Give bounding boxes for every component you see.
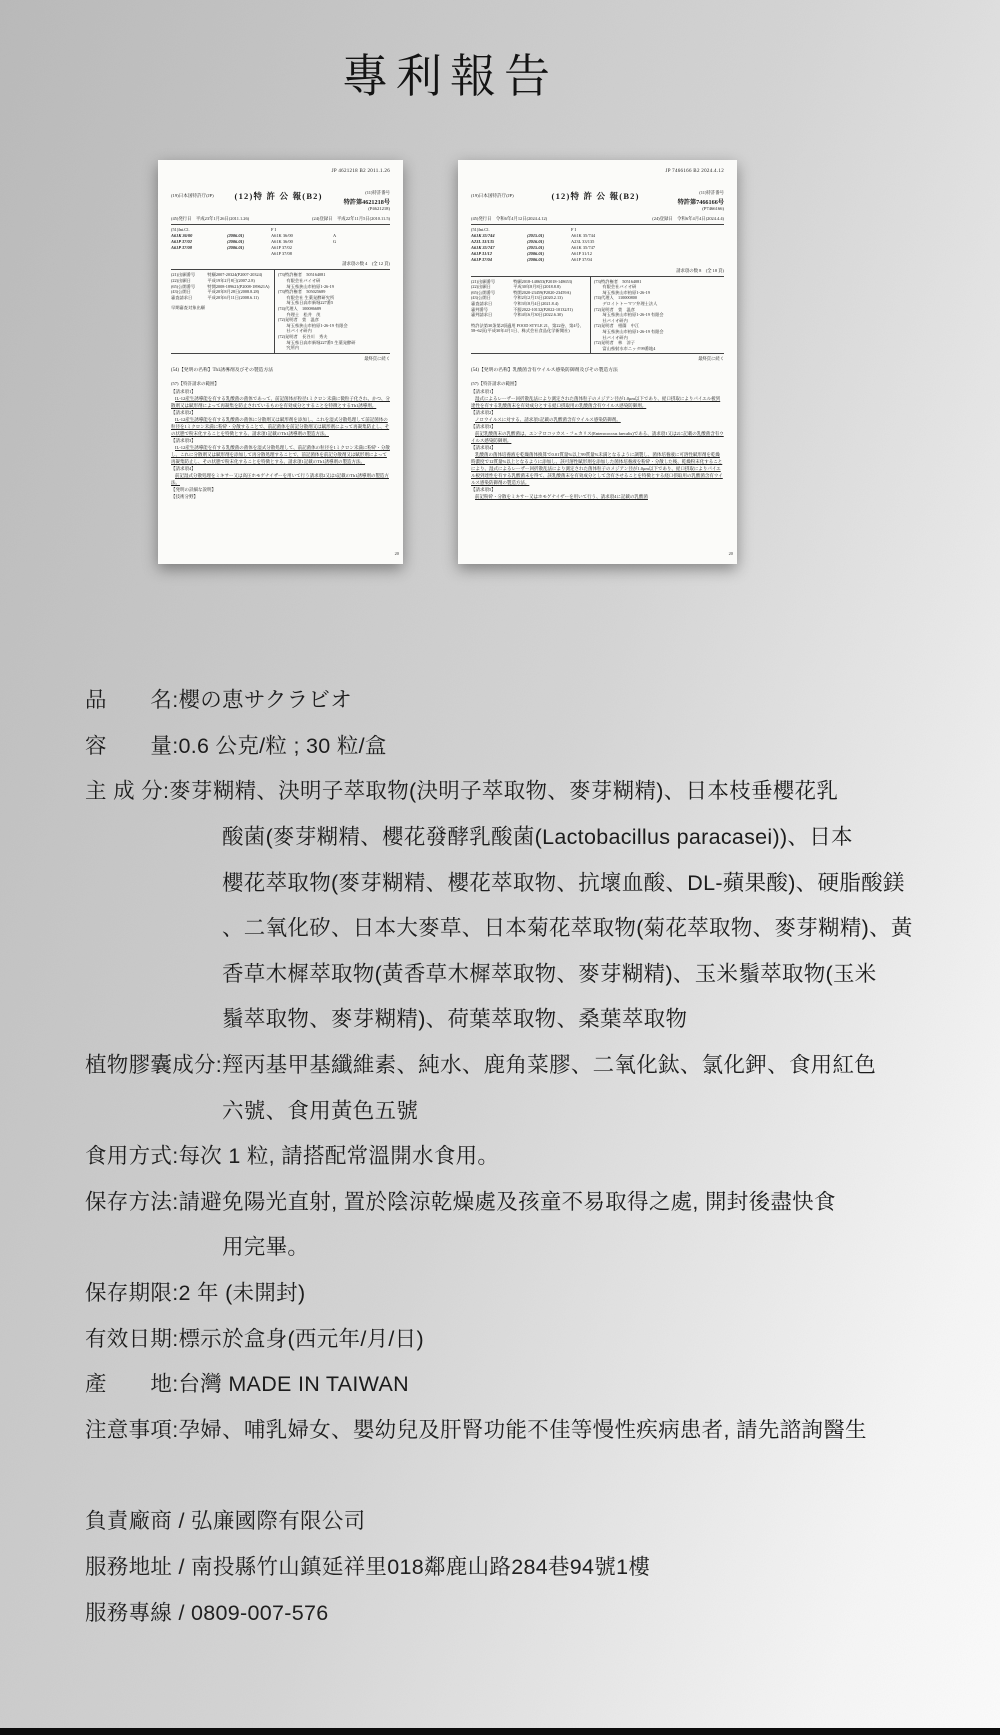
field-label: (65)公開番号 xyxy=(171,283,196,289)
fi-class: A61P 31/12 xyxy=(571,251,592,257)
field-value: 特願2007-20324(P2007-20324) xyxy=(207,272,263,278)
intcl-class: A61P 37/08 xyxy=(171,245,192,251)
patent-document-left xyxy=(158,160,403,564)
patent-number-block xyxy=(678,190,724,211)
intcl-class: A61P 37/04 xyxy=(471,257,492,263)
field-line: 埼玉県狭山市柏原1-26-19 xyxy=(277,283,334,289)
field-line: (72)発明者 長谷川 秀夫 xyxy=(277,334,328,339)
field-value: 令和2年2月13日(2020.2.13) xyxy=(513,295,563,301)
fi-sub: A xyxy=(333,233,337,239)
intcl-class: A61K 35/744 xyxy=(471,233,495,239)
intcl-year: (2006.01) xyxy=(227,233,245,239)
field-value: 平成30年8月8日(2018.8.8) xyxy=(513,284,561,290)
info-line: 香草木樨萃取物(黃香草木樨萃取物、麥芽糊精)、玉米鬚萃取物(玉米 xyxy=(222,961,877,986)
fi-label: F I xyxy=(271,227,277,232)
fi-label: F I xyxy=(571,227,577,232)
claims-count-note: 請求項の数 4 (全 12 頁) xyxy=(342,261,390,267)
claim-tag: 【請求項5】 xyxy=(471,487,496,493)
claim-body: 前記乳酸菌末の乳酸菌は、エンテロコッカス・フェカリス(Enterococcus faecalis)である、請求項1又は2に記載の乳酸菌含有ウイルス感染防御剤。 xyxy=(471,431,724,444)
claims-section xyxy=(471,380,724,500)
registration-date: (24)登録日 平成22年11月5日(2010.11.5) xyxy=(312,216,390,221)
info-line: 有效日期:標示於盒身(西元年/月/日) xyxy=(85,1326,424,1351)
intcl-row xyxy=(471,257,724,263)
patent-number: 特許第7466166号 xyxy=(677,199,724,206)
intcl-class: A61P 37/02 xyxy=(171,239,192,245)
field-row xyxy=(471,312,588,318)
claim-tag: 【請求項1】 xyxy=(471,389,496,395)
field-label: (43)公開日 xyxy=(171,289,191,295)
intcl-year: (2006.01) xyxy=(227,239,245,245)
field-label: (21)出願番号 xyxy=(471,278,496,284)
fi-class: A61P 37/02 xyxy=(271,245,292,251)
info-line: 植物膠囊成分:羥丙基甲基纖維素、純水、鹿角菜膠、二氧化鈦、氯化鉀、食用紅色 xyxy=(85,1053,877,1078)
field-line: デロイトトーマツ弁理士法人 xyxy=(593,300,658,306)
footer-line: 服務專線 / 0809-007-576 xyxy=(85,1600,329,1625)
intcl-class: A23L 33/135 xyxy=(471,239,495,245)
gazette-number-line: JP 7466166 B2 2024.4.12 xyxy=(665,169,724,174)
patent-number: 特許第4621218号 xyxy=(343,199,390,206)
section-heading: 【発明の詳細な説明】 xyxy=(171,486,216,492)
section-heading: 【技術分野】 xyxy=(171,493,198,499)
intcl-class xyxy=(171,251,227,257)
field-label: (22)出願日 xyxy=(171,278,191,284)
field-line: 埼玉県日高市新堀227番5 xyxy=(277,300,334,306)
field-note: 特許法第30条第2項適用 FOOD STYLE 21、第22巻、第4号、58~62頁(平成30年4月1日、株式会社食品化学新聞社) xyxy=(471,322,584,334)
field-line: 有限会社バイオ研 xyxy=(277,278,321,284)
bottom-bar xyxy=(0,1728,1000,1735)
field-label: 審判番号 xyxy=(471,306,489,312)
field-label: (21)出願番号 xyxy=(171,272,196,278)
field-value: 平成20年8月28日(2008.8.28) xyxy=(207,289,260,295)
company-info xyxy=(85,1496,925,1634)
patent-number-sub: (P7466166) xyxy=(702,206,724,211)
dates-row xyxy=(171,213,390,225)
claims-count-note: 請求項の数 8 (全 18 頁) xyxy=(676,267,724,273)
field-line: (72)発明者 林 涼子 xyxy=(593,340,635,346)
intcl-class: A61K 36/00 xyxy=(171,233,193,239)
info-line: 食用方式:每次 1 粒, 請搭配常溫開水食用。 xyxy=(85,1144,500,1169)
claim-body: IL-12産生誘導能を有する乳酸菌の菌体であって、前記菌体が粒径1ミクロン未満に微粒子化され、かつ、分散剤又は賦形剤によって再凝集を防止されているものを有効成分とすることを特徴とするTh1誘導剤。 xyxy=(171,395,390,408)
dates-row xyxy=(471,213,724,225)
field-line: (73)特許権者 505025689 xyxy=(277,289,326,295)
patent-number-sub: (P4621218) xyxy=(368,206,390,211)
fi-sub xyxy=(633,257,649,263)
patent-number-block xyxy=(344,190,390,211)
claim-body: 乳酸菌の菌体培養液を乾燥菌体換算で0.01質量%以上99質量%未満となるように調製し、菌体培養液に可溶性賦形剤を乾燥時濃度で12質量%以上となるように添加し、該可溶性賦形剤を添加した菌体培養液を粉砕・分散した後、乾燥粉末化することにより、湿式によるレーザー回折散乱法により測定された菌体粒子のメジアン径が1.0μm以下であり、経口摂取によりパイエル板到達性を有する乳酸菌末を得て、該乳酸菌末を有効成分として含有させることを特徴とする経口摂取用の乳酸菌含有ウイルス感染防御剤の製造方法。 xyxy=(471,452,723,486)
info-line: 容 量:0.6 公克/粒 ; 30 粒/盒 xyxy=(85,733,387,758)
field-line: (73)特許権者 505164081 xyxy=(593,278,642,284)
intcl-year: (2015.01) xyxy=(527,245,545,251)
product-info xyxy=(85,676,925,1451)
claim-tag: 【請求項2】 xyxy=(471,410,496,416)
issue-date: (45)発行日 平成23年1月26日(2011.1.26) xyxy=(171,216,250,221)
field-line: (74)代理人 100086689 xyxy=(277,306,322,312)
field-line: 埼玉県狭山市柏原1-26-19 有限会 xyxy=(593,312,664,318)
field-line: (72)発明者 相薗 中江 xyxy=(593,323,640,329)
registration-date: (24)登録日 令和6年4月4日(2024.4.4) xyxy=(652,216,724,221)
fi-class: A61K 36/00 xyxy=(271,233,293,239)
field-line: 富山県射水市ニッタ99番地4 xyxy=(593,345,656,351)
field-value: 令和4年6月30日(2022.6.30) xyxy=(513,312,563,318)
fields-left-column xyxy=(471,277,590,354)
fi-class: A23L 33/135 xyxy=(571,239,595,245)
intcl-block xyxy=(171,225,390,257)
fi-sub: G xyxy=(333,239,337,245)
field-line: 社バイオ研内 xyxy=(593,334,628,340)
bibliographic-fields xyxy=(171,269,390,353)
page-number: 20 xyxy=(394,551,399,556)
claim-tag: 【請求項2】 xyxy=(171,409,196,415)
fi-class: A61K 35/747 xyxy=(571,245,596,251)
info-line: 產 地:台灣 MADE IN TAIWAN xyxy=(85,1372,409,1397)
patent-number-label: (11)特許番号 xyxy=(699,190,724,195)
fi-class: A61K 36/00 xyxy=(271,239,293,245)
gazette-title: (12)特 許 公 報(B2) xyxy=(551,191,640,201)
intcl-year xyxy=(227,251,271,257)
continued-note: 最終頁に続く xyxy=(364,355,390,361)
field-value: 特開2008-189621(P2008-189621A) xyxy=(207,283,270,289)
claim-body: 前記湿式分散処理をミキサー又は高圧ホモゲナイザーを用いて行う請求項2又は3記載のTh1誘導剤の製造方法。 xyxy=(171,472,389,485)
intcl-year: (2006.01) xyxy=(227,245,245,251)
info-line: 櫻花萃取物(麥芽糊精、櫻花萃取物、抗壞血酸、DL-蘋果酸)、硬脂酸鎂 xyxy=(222,870,905,895)
patent-document-right xyxy=(458,160,737,564)
claims-section xyxy=(171,380,390,500)
gazette-title: (12)特 許 公 報(B2) xyxy=(234,191,323,201)
field-label: 審判請求日 xyxy=(471,312,493,318)
gazette-header xyxy=(471,190,724,211)
field-value: 不服2022-10132(P2022-10132/J1) xyxy=(513,306,573,312)
field-line: 有限会社バイオ研 xyxy=(593,284,637,290)
footer-line: 服務地址 / 南投縣竹山鎮延祥里018鄰鹿山路284巷94號1樓 xyxy=(85,1554,651,1579)
field-line: (72)発明者 萱 温彦 xyxy=(277,317,320,323)
intcl-label: (51)Int.Cl. xyxy=(171,227,190,232)
invention-title: (54)【発明の名称】乳酸菌含有ウイルス感染防御剤及びその製造方法 xyxy=(471,368,618,374)
claim-tag: 【請求項3】 xyxy=(471,424,496,430)
intcl-class: A61P 31/12 xyxy=(471,251,492,257)
fields-right-column xyxy=(274,270,390,352)
field-value: 平成19年2月8日(2007.2.8) xyxy=(207,278,255,284)
intcl-block xyxy=(471,225,724,264)
field-line: 社バイオ研内 xyxy=(593,317,628,323)
info-line: 注意事項:孕婦、哺乳婦女、嬰幼兒及肝腎功能不佳等慢性疾病患者, 請先諮詢醫生 xyxy=(85,1417,867,1442)
intcl-year: (2016.01) xyxy=(527,239,545,245)
patent-office: (19)日本国特許庁(JP) xyxy=(471,193,514,198)
info-line: 品 名:櫻の恵サクラビオ xyxy=(85,688,353,713)
field-line: (73)特許権者 505164081 xyxy=(277,272,326,278)
field-label: (65)公開番号 xyxy=(471,289,496,295)
intcl-year: (2006.01) xyxy=(527,251,545,257)
field-value: 特開2020-23459(P2020-23459A) xyxy=(513,289,571,295)
fields-left-column xyxy=(171,270,274,352)
field-note: 早期審査対象出願 xyxy=(171,305,206,311)
info-line: 保存期限:2 年 (未開封) xyxy=(85,1281,306,1306)
field-label: 審査請求日 xyxy=(471,300,493,306)
fi-class: A61P 37/08 xyxy=(271,251,292,257)
intcl-label: (51)Int.Cl. xyxy=(471,227,490,232)
claims-header: (57)【特許請求の範囲】 xyxy=(471,381,519,387)
claim-tag: 【請求項4】 xyxy=(171,465,196,471)
field-line: (74)代理人 110000800 xyxy=(593,295,637,301)
patent-office: (19)日本国特許庁(JP) xyxy=(171,193,214,198)
fi-class: A61K 35/744 xyxy=(571,233,596,239)
info-line: 鬚萃取物、麥芽糊精)、荷葉萃取物、桑葉萃取物 xyxy=(222,1007,688,1032)
field-value: 令和3年8月4日(2021.8.4) xyxy=(513,300,559,306)
field-line: 社バイオ研内 xyxy=(277,328,312,334)
intcl-class: A61K 35/747 xyxy=(471,245,495,251)
field-label: (22)出願日 xyxy=(471,284,491,290)
info-line: 酸菌(麥芽糊精、櫻花發酵乳酸菌(Lactobacillus paracasei))、日本 xyxy=(222,825,853,850)
intcl-row xyxy=(171,251,390,257)
continued-note: 最終頁に続く xyxy=(698,356,724,362)
claim-tag: 【請求項3】 xyxy=(171,437,196,443)
field-label: 審査請求日 xyxy=(171,294,193,300)
info-line: 、二氧化矽、日本大麥草、日本菊花萃取物(菊花萃取物、麥芽糊精)、黃 xyxy=(222,916,913,941)
field-line: 埼玉県狭山市柏原1-26-19 有限会 xyxy=(277,322,348,328)
field-line: 埼玉県日高市新堀227番5 生薬発酵研 xyxy=(277,339,356,345)
claim-body: 前記粉砕・分散をミキサー又はホモゲナイザーを用いて行う、請求項4に記載の乳酸菌 xyxy=(475,494,648,500)
intcl-year: (2015.01) xyxy=(527,233,545,239)
page-title: 專利報告 xyxy=(342,50,558,102)
field-line: 究所内 xyxy=(277,345,300,351)
info-line: 用完畢。 xyxy=(222,1235,310,1260)
claim-body: IL-12産生誘導能を有する乳酸菌の菌体を湿式分散処理して、前記菌体の粒径を1ミクロン未満に粉砕・分散し、これに分散剤又は賦形剤を添加して再分散処理することで、前記菌体を前記分散剤又は賦形剤によって再凝集防止し、その状態で粉末化することを特徴とする、請求項1記載のTh1誘導剤の製造方法。 xyxy=(171,444,390,464)
gazette-header xyxy=(171,190,390,211)
field-value: 特願2018-148653(P2018-148653) xyxy=(513,278,573,284)
fi-class: A61P 37/04 xyxy=(571,257,592,263)
field-row xyxy=(171,295,272,301)
intcl-year: (2006.01) xyxy=(527,257,545,263)
field-line: 弁理士 松井 茂 xyxy=(277,311,321,317)
claim-body: IL-12産生誘導能を有する乳酸菌の菌体に分散剤又は賦形剤を添加し、これを湿式分散処理して前記菌体の粒径を1ミクロン未満に粉砕・分散することで、前記菌体を前記分散剤又は賦形剤によって再凝集防止し、その状態で粉末化することを特徴とする、請求項1記載のTh1誘導剤の製造方法。 xyxy=(171,416,390,436)
invention-title: (54)【発明の名称】Th1誘導剤及びその製造方法 xyxy=(171,367,274,373)
field-line: (72)発明者 萱 温彦 xyxy=(593,306,635,312)
info-line: 保存方法:請避免陽光直射, 置於陰涼乾燥處及孩童不易取得之處, 開封後盡快食 xyxy=(85,1189,836,1214)
field-line: 埼玉県狭山市柏原1-26-19 有限会 xyxy=(593,328,664,334)
info-line: 主 成 分:麥芽糊精、決明子萃取物(決明子萃取物、麥芽糊精)、日本枝垂櫻花乳 xyxy=(85,779,839,804)
gazette-number-line: JP 4621218 B2 2011.1.26 xyxy=(331,169,390,174)
footer-line: 負責廠商 / 弘廉國際有限公司 xyxy=(85,1508,366,1533)
info-line: 六號、食用黃色五號 xyxy=(222,1098,419,1123)
field-label: (43)公開日 xyxy=(471,295,491,301)
fields-right-column xyxy=(590,277,724,354)
claim-body: ノロウイルスに対する、請求項1記載の乳酸菌含有ウイルス感染防御剤。 xyxy=(475,417,621,423)
fi-sub xyxy=(333,251,349,257)
claims-header: (57)【特許請求の範囲】 xyxy=(171,380,219,386)
patent-number-label: (11)特許番号 xyxy=(365,190,390,195)
issue-date: (45)発行日 令和6年4月12日(2024.4.12) xyxy=(471,216,548,221)
claim-body: 湿式によるレーザー回折散乱法により測定された菌体粒子のメジアン径が1.0μm以下であり、経口摂取によりパイエル板到達性を有する乳酸菌末を有効成分とする経口摂取用の乳酸菌含有ウイルス感染防御剤。 xyxy=(471,396,721,409)
field-line: 埼玉県狭山市柏原1-26-19 xyxy=(593,289,650,295)
field-value: 平成20年6月11日(2008.6.11) xyxy=(207,294,259,300)
page-number: 20 xyxy=(728,551,733,556)
field-line: 有限会社 生薬発酵研究所 xyxy=(277,294,335,300)
claim-tag: 【請求項1】 xyxy=(171,388,196,394)
bibliographic-fields xyxy=(471,276,724,355)
claim-tag: 【請求項4】 xyxy=(471,445,496,451)
